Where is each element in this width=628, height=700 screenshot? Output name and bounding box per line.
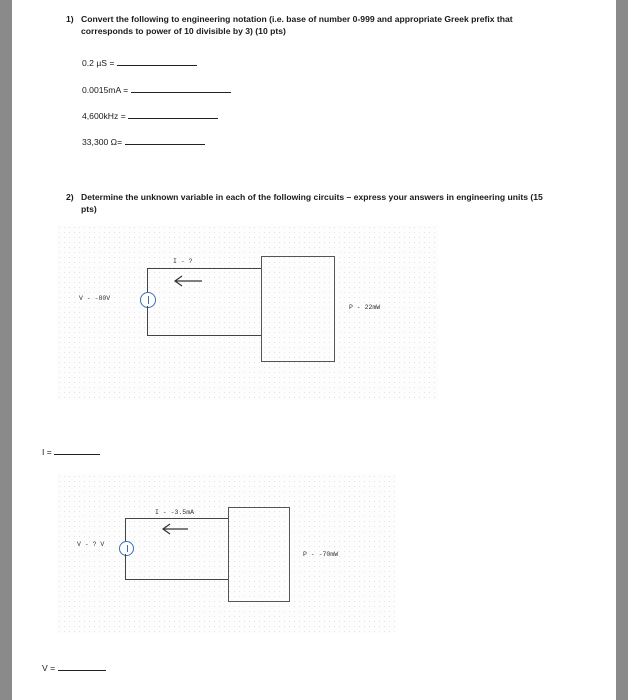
q1-item-label: 33,300 Ω= [82, 137, 123, 147]
q1-prompt-line1: Convert the following to engineering notation (i.e. base of number 0-999 and appropriate Greek prefix that [81, 14, 513, 24]
answer-1 [42, 446, 100, 458]
q1-answer-blank[interactable] [117, 57, 197, 66]
circuit-2-voltage-label: V - ? V [77, 541, 105, 548]
wire [125, 554, 126, 579]
answer-1-blank[interactable] [54, 446, 100, 455]
q1-answer-blank[interactable] [128, 110, 218, 119]
wire [125, 518, 126, 541]
q1-item-label: 4,600kHz = [82, 111, 126, 121]
circuit-1-element-box [261, 256, 335, 362]
q2-prompt-line1: Determine the unknown variable in each of the following circuits – express your answers in engineering units (15 [81, 192, 543, 202]
q1-item-1 [82, 57, 197, 69]
circuit-1-current-label: I - ? [173, 258, 193, 265]
q1-item-2 [82, 84, 231, 96]
q1-item-label: 0.2 µS = [82, 58, 115, 68]
wire [147, 306, 148, 335]
wire [125, 579, 228, 580]
q1-prompt-line2: corresponds to power of 10 divisible by 3) (10 pts) [81, 26, 286, 36]
q1-answer-blank[interactable] [125, 136, 205, 145]
q1-item-4 [82, 136, 205, 148]
q1-number: 1) [66, 14, 74, 24]
voltage-source-icon [119, 541, 134, 556]
answer-2 [42, 662, 106, 674]
current-arrow-icon [174, 276, 204, 286]
wire [147, 335, 261, 336]
circuit-2-power-label: P - -70mW [303, 551, 339, 558]
circuit-1-diagram [57, 225, 438, 400]
answer-2-blank[interactable] [58, 662, 106, 671]
q2-number: 2) [66, 192, 74, 202]
wire [125, 518, 228, 519]
circuit-1-power-label: P - 22mW [349, 304, 381, 311]
voltage-source-icon [140, 292, 156, 308]
q1-item-label: 0.0015mA = [82, 85, 129, 95]
circuit-1-voltage-label: V - -80V [79, 295, 111, 302]
circuit-2-current-label: I - -3.5mA [155, 509, 195, 516]
wire [147, 268, 148, 292]
circuit-2-diagram [57, 474, 395, 634]
q2-prompt-line2: pts) [81, 204, 97, 214]
document-page [12, 0, 616, 700]
answer-2-label: V = [42, 663, 56, 673]
q1-answer-blank[interactable] [131, 84, 231, 93]
circuit-2-element-box [228, 507, 290, 602]
q1-item-3 [82, 110, 218, 122]
answer-1-label: I = [42, 447, 52, 457]
current-arrow-icon [162, 524, 190, 534]
wire [147, 268, 261, 269]
